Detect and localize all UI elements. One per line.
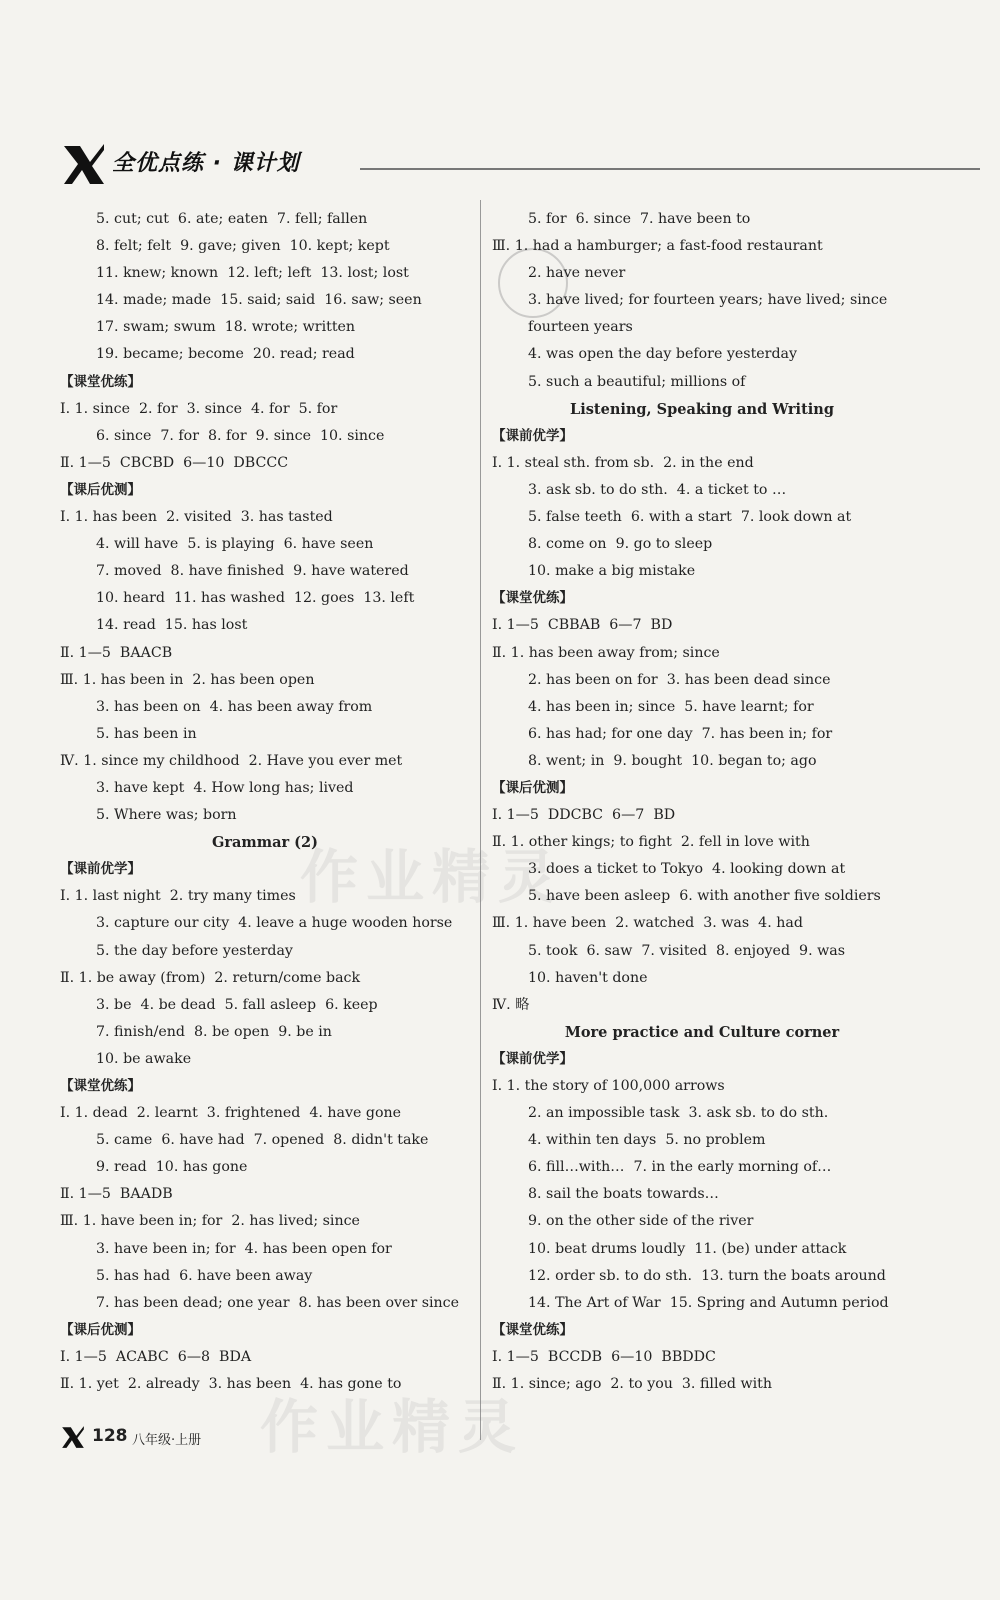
answer-line: Ⅲ. 1. have been in; for 2. has lived; since <box>60 1213 360 1230</box>
answer-line: 8. felt; felt 9. gave; given 10. kept; kept <box>96 238 390 255</box>
answer-line: Ⅱ. 1. yet 2. already 3. has been 4. has gone to <box>60 1376 402 1393</box>
footer-logo-icon <box>60 1424 86 1450</box>
answer-line: Ⅰ. 1—5 DDCBC 6—7 BD <box>492 807 676 824</box>
section-label: 【课后优测】 <box>492 779 573 796</box>
section-label: 【课前优学】 <box>492 427 573 444</box>
section-label: 【课堂优练】 <box>60 1078 141 1094</box>
answer-line: Ⅱ. 1—5 CBCBD 6—10 DBCCC <box>60 454 289 471</box>
answer-line: 8. went; in 9. bought 10. began to; ago <box>528 752 817 769</box>
answer-line: Ⅲ. 1. had a hamburger; a fast-food restaurant <box>492 238 823 255</box>
answer-line: Ⅲ. 1. have been 2. watched 3. was 4. had <box>492 915 803 932</box>
section-label: 【课前优学】 <box>492 1050 573 1067</box>
answer-line: 10. make a big mistake <box>528 563 696 580</box>
answer-line: 14. made; made 15. said; said 16. saw; seen <box>96 292 422 309</box>
section-heading: Grammar (2) <box>212 834 318 852</box>
answer-line: 3. have been in; for 4. has been open for <box>96 1240 392 1257</box>
watermark: 作业精灵 <box>300 843 565 911</box>
answer-line: 5. such a beautiful; millions of <box>528 373 746 390</box>
section-label: 【课后优测】 <box>60 1321 141 1338</box>
answer-line: fourteen years <box>528 319 633 336</box>
answer-line: 7. finish/end 8. be open 9. be in <box>96 1023 332 1040</box>
brand-logo-icon <box>60 140 108 188</box>
answer-line: 5. has been in <box>96 725 197 742</box>
header-rule <box>360 168 980 170</box>
section-label: 【课后优测】 <box>60 481 141 498</box>
answer-line: 3. have kept 4. How long has; lived <box>96 779 354 796</box>
answer-line: 5. false teeth 6. with a start 7. look down at <box>528 509 852 526</box>
answer-line: Ⅰ. 1. last night 2. try many times <box>60 888 296 905</box>
section-heading: More practice and Culture corner <box>564 1023 840 1041</box>
answer-line: Ⅱ. 1. other kings; to fight 2. fell in love with <box>492 834 810 851</box>
answer-line: 12. order sb. to do sth. 13. turn the boats around <box>528 1267 886 1284</box>
answer-line: 3. be 4. be dead 5. fall asleep 6. keep <box>96 996 378 1013</box>
answer-line: Ⅰ. 1. since 2. for 3. since 4. for 5. for <box>60 400 338 417</box>
answer-line: 3. ask sb. to do sth. 4. a ticket to … <box>528 481 787 498</box>
answer-line: Ⅱ. 1. be away (from) 2. return/come back <box>60 969 361 986</box>
answer-line: 10. beat drums loudly 11. (be) under attack <box>528 1240 847 1257</box>
answer-line: 5. came 6. have had 7. opened 8. didn't take <box>96 1132 429 1149</box>
answer-line: 14. read 15. has lost <box>96 617 248 634</box>
answer-line: 5. for 6. since 7. have been to <box>528 211 751 227</box>
answer-line: 8. sail the boats towards… <box>528 1186 719 1203</box>
answer-line: Ⅳ. 略 <box>492 996 530 1013</box>
answer-line: 4. within ten days 5. no problem <box>528 1132 766 1149</box>
answer-line: 10. be awake <box>96 1050 192 1067</box>
answer-line: 5. took 6. saw 7. visited 8. enjoyed 9. was <box>528 942 845 959</box>
answer-line: 4. will have 5. is playing 6. have seen <box>96 536 374 553</box>
answer-line: 2. has been on for 3. has been dead since <box>528 671 831 688</box>
answer-line: 5. have been asleep 6. with another five soldiers <box>528 888 881 905</box>
answer-line: 19. became; become 20. read; read <box>96 346 355 363</box>
answer-line: 14. The Art of War 15. Spring and Autumn period <box>528 1294 889 1311</box>
answer-line: 2. an impossible task 3. ask sb. to do sth. <box>528 1105 829 1122</box>
answer-line: 3. have lived; for fourteen years; have lived; since <box>528 292 888 309</box>
answer-line: 5. Where was; born <box>96 807 237 824</box>
left-answer-column <box>60 206 470 1398</box>
section-label: 【课堂优练】 <box>492 590 573 607</box>
answer-line: Ⅰ. 1. the story of 100,000 arrows <box>492 1078 725 1094</box>
answer-line: 10. haven't done <box>528 969 648 986</box>
answer-line: 9. on the other side of the river <box>528 1213 754 1230</box>
answer-line: Ⅰ. 1. steal sth. from sb. 2. in the end <box>492 454 754 471</box>
section-label: 【课前优学】 <box>60 861 141 878</box>
answer-line: 6. has had; for one day 7. has been in; for <box>528 725 833 742</box>
answer-line: Ⅰ. 1. has been 2. visited 3. has tasted <box>60 509 333 526</box>
answer-line: Ⅰ. 1—5 ACABC 6—8 BDA <box>60 1348 252 1365</box>
answer-line: 9. read 10. has gone <box>96 1159 248 1176</box>
right-answer-column <box>492 206 912 1398</box>
column-divider <box>480 200 481 1440</box>
page-header <box>60 140 960 188</box>
answer-line: 6. fill…with… 7. in the early morning of… <box>528 1159 832 1176</box>
answer-line: 3. has been on 4. has been away from <box>96 698 373 715</box>
answer-line: 7. has been dead; one year 8. has been over since <box>96 1294 460 1311</box>
answer-line: 5. cut; cut 6. ate; eaten 7. fell; fallen <box>96 211 368 227</box>
answer-line: Ⅱ. 1—5 BAACB <box>60 644 173 661</box>
answer-line: 11. knew; known 12. left; left 13. lost; lost <box>96 265 409 282</box>
answer-line: 17. swam; swum 18. wrote; written <box>96 319 356 336</box>
answer-line: 10. heard 11. has washed 12. goes 13. left <box>96 590 415 607</box>
watermark: 作业精灵 <box>260 1393 525 1461</box>
answer-line: Ⅰ. 1—5 BCCDB 6—10 BBDDC <box>492 1348 716 1365</box>
answer-line: 4. has been in; since 5. have learnt; for <box>528 698 814 715</box>
section-label: 【课堂优练】 <box>492 1321 573 1338</box>
answer-line: Ⅳ. 1. since my childhood 2. Have you ever met <box>60 752 403 769</box>
answer-line: 3. does a ticket to Tokyo 4. looking down at <box>528 861 846 878</box>
section-label: 【课堂优练】 <box>60 373 141 390</box>
grade-label: 八年级·上册 <box>132 1433 202 1448</box>
answer-line: 3. capture our city 4. leave a huge wooden horse <box>96 915 453 932</box>
answer-line: 7. moved 8. have finished 9. have watered <box>96 563 409 580</box>
answer-line: Ⅰ. 1. dead 2. learnt 3. frightened 4. have gone <box>60 1105 402 1122</box>
answer-line: 5. the day before yesterday <box>96 942 293 959</box>
answer-line: Ⅱ. 1. has been away from; since <box>492 644 720 661</box>
answer-line: Ⅱ. 1—5 BAADB <box>60 1186 173 1203</box>
answer-line: Ⅱ. 1. since; ago 2. to you 3. filled with <box>492 1376 773 1393</box>
book-title: 全优点练 · 课计划 <box>112 151 300 176</box>
answer-line: 8. come on 9. go to sleep <box>528 536 713 553</box>
answer-line: 2. have never <box>528 265 626 282</box>
answer-line: 5. has had 6. have been away <box>96 1267 313 1284</box>
answer-line: 4. was open the day before yesterday <box>528 346 798 363</box>
section-heading: Listening, Speaking and Writing <box>570 400 834 418</box>
page-number: 128 <box>92 1426 128 1446</box>
answer-line: Ⅰ. 1—5 CBBAB 6—7 BD <box>492 617 673 634</box>
answer-line: 6. since 7. for 8. for 9. since 10. since <box>96 427 385 444</box>
answer-line: Ⅲ. 1. has been in 2. has been open <box>60 671 315 688</box>
